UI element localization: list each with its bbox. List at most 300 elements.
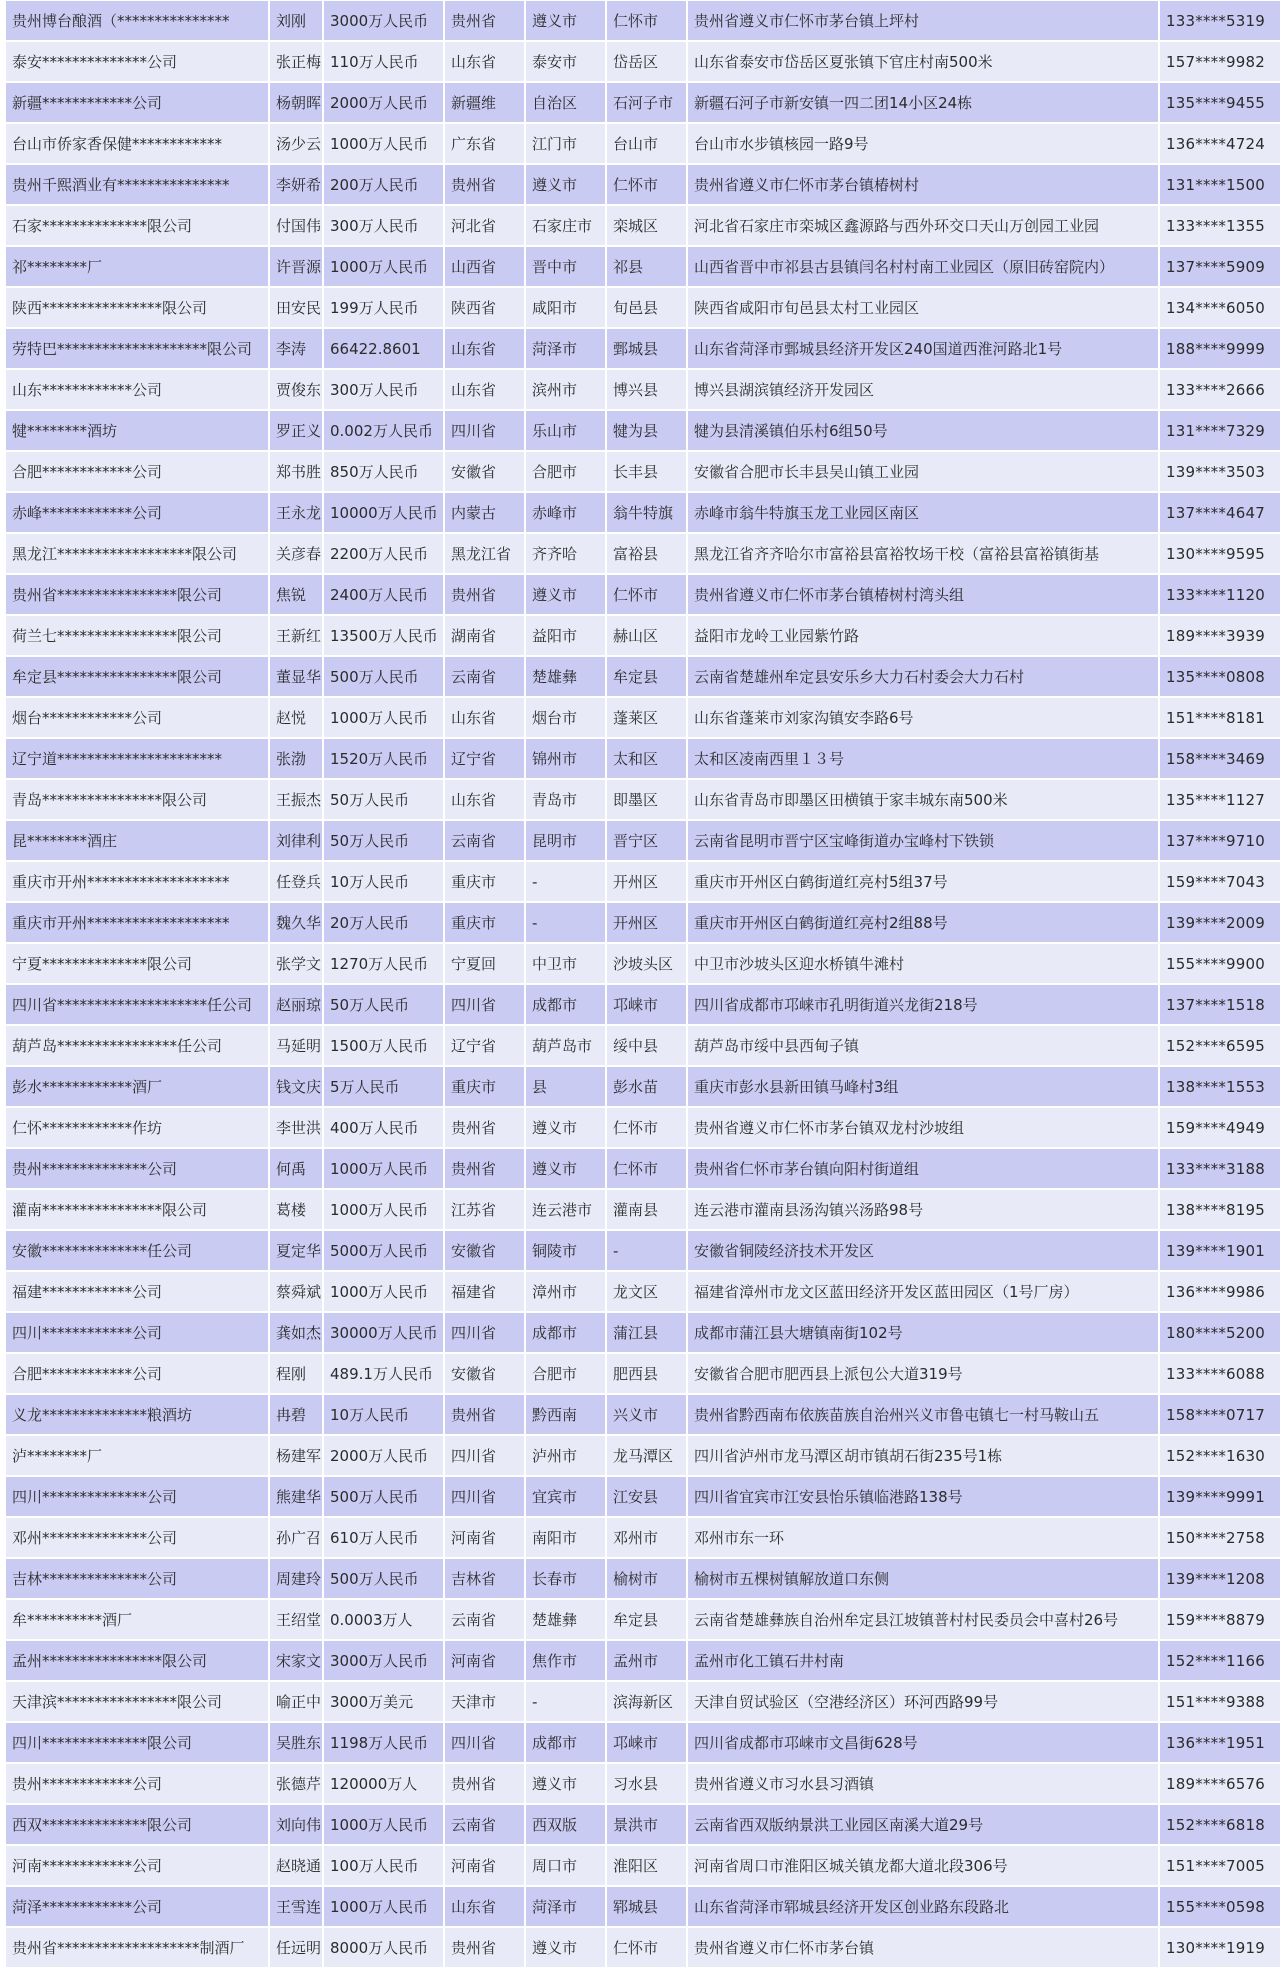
company-name-cell: 安徽**************任公司 (6, 1230, 268, 1271)
company-name-cell: 邓州**************公司 (6, 1517, 268, 1558)
company-name-cell: 天津滨****************限公司 (6, 1681, 268, 1722)
province-cell: 贵州省 (445, 1107, 524, 1148)
city-cell: 菏泽市 (526, 1886, 605, 1927)
address-cell: 榆树市五棵树镇解放道口东侧 (688, 1558, 1158, 1599)
district-cell: 龙马潭区 (607, 1435, 686, 1476)
city-cell: 黔西南 (526, 1394, 605, 1435)
district-cell: 富裕县 (607, 533, 686, 574)
capital-cell: 30000万人民币 (324, 1312, 443, 1353)
table-row (6, 1066, 1280, 1107)
legal-person-cell: 葛楼 (270, 1189, 322, 1230)
address-cell: 太和区凌南西里１３号 (688, 738, 1158, 779)
phone-cell: 137****4647 (1160, 492, 1280, 533)
legal-person-cell: 郑书胜 (270, 451, 322, 492)
legal-person-cell: 许晋源 (270, 246, 322, 287)
legal-person-cell: 王振杰 (270, 779, 322, 820)
district-cell: 绥中县 (607, 1025, 686, 1066)
company-name-cell: 劳特巴********************限公司 (6, 328, 268, 369)
phone-cell: 133****2666 (1160, 369, 1280, 410)
phone-cell: 180****5200 (1160, 1312, 1280, 1353)
phone-cell: 131****7329 (1160, 410, 1280, 451)
city-cell: 菏泽市 (526, 328, 605, 369)
table-row (6, 1517, 1280, 1558)
capital-cell: 1000万人民币 (324, 1886, 443, 1927)
district-cell: 岱岳区 (607, 41, 686, 82)
capital-cell: 1000万人民币 (324, 697, 443, 738)
address-cell: 山东省菏泽市鄄城县经济开发区240国道西淮河路北1号 (688, 328, 1158, 369)
address-cell: 陕西省咸阳市旬邑县太村工业园区 (688, 287, 1158, 328)
province-cell: 天津市 (445, 1681, 524, 1722)
district-cell: 仁怀市 (607, 1107, 686, 1148)
legal-person-cell: 王新红 (270, 615, 322, 656)
table-row (6, 574, 1280, 615)
district-cell: 晋宁区 (607, 820, 686, 861)
district-cell: 赫山区 (607, 615, 686, 656)
province-cell: 辽宁省 (445, 738, 524, 779)
phone-cell: 130****9595 (1160, 533, 1280, 574)
province-cell: 贵州省 (445, 0, 524, 41)
city-cell: 咸阳市 (526, 287, 605, 328)
city-cell: 滨州市 (526, 369, 605, 410)
address-cell: 葫芦岛市绥中县西甸子镇 (688, 1025, 1158, 1066)
capital-cell: 199万人民币 (324, 287, 443, 328)
table-row (6, 1435, 1280, 1476)
legal-person-cell: 喻正中 (270, 1681, 322, 1722)
province-cell: 安徽省 (445, 1353, 524, 1394)
district-cell: 仁怀市 (607, 1927, 686, 1968)
city-cell: 成都市 (526, 984, 605, 1025)
capital-cell: 200万人民币 (324, 164, 443, 205)
address-cell: 福建省漳州市龙文区蓝田经济开发区蓝田园区（1号厂房） (688, 1271, 1158, 1312)
address-cell: 安徽省铜陵经济技术开发区 (688, 1230, 1158, 1271)
district-cell: 开州区 (607, 861, 686, 902)
legal-person-cell: 何禹 (270, 1148, 322, 1189)
address-cell: 孟州市化工镇石井村南 (688, 1640, 1158, 1681)
company-name-cell: 贵州**************公司 (6, 1148, 268, 1189)
legal-person-cell: 孙广召 (270, 1517, 322, 1558)
legal-person-cell: 田安民 (270, 287, 322, 328)
table-row (6, 1107, 1280, 1148)
address-cell: 云南省楚雄彝族自治州牟定县江坡镇普村村民委员会中喜村26号 (688, 1599, 1158, 1640)
table-row (6, 943, 1280, 984)
district-cell: 开州区 (607, 902, 686, 943)
capital-cell: 300万人民币 (324, 369, 443, 410)
capital-cell: 300万人民币 (324, 205, 443, 246)
city-cell: 成都市 (526, 1722, 605, 1763)
legal-person-cell: 杨建军 (270, 1435, 322, 1476)
company-name-cell: 仁怀************作坊 (6, 1107, 268, 1148)
province-cell: 新疆维 (445, 82, 524, 123)
address-cell: 云南省西双版纳景洪工业园区南溪大道29号 (688, 1804, 1158, 1845)
address-cell: 重庆市开州区白鹤街道红亮村2组88号 (688, 902, 1158, 943)
capital-cell: 50万人民币 (324, 779, 443, 820)
district-cell: 兴义市 (607, 1394, 686, 1435)
address-cell: 山东省蓬莱市刘家沟镇安李路6号 (688, 697, 1158, 738)
capital-cell: 110万人民币 (324, 41, 443, 82)
phone-cell: 137****9710 (1160, 820, 1280, 861)
city-cell: 宜宾市 (526, 1476, 605, 1517)
table-row (6, 1927, 1280, 1968)
phone-cell: 157****9982 (1160, 41, 1280, 82)
company-name-cell: 青岛****************限公司 (6, 779, 268, 820)
legal-person-cell: 李涛 (270, 328, 322, 369)
phone-cell: 152****1166 (1160, 1640, 1280, 1681)
legal-person-cell: 李世洪 (270, 1107, 322, 1148)
legal-person-cell: 刘律利 (270, 820, 322, 861)
district-cell: 长丰县 (607, 451, 686, 492)
address-cell: 天津自贸试验区（空港经济区）环河西路99号 (688, 1681, 1158, 1722)
phone-cell: 133****1120 (1160, 574, 1280, 615)
address-cell: 山西省晋中市祁县古县镇闫名村村南工业园区（原旧砖窑院内） (688, 246, 1158, 287)
legal-person-cell: 赵丽琼 (270, 984, 322, 1025)
company-name-cell: 陕西****************限公司 (6, 287, 268, 328)
capital-cell: 0.0003万人 (324, 1599, 443, 1640)
phone-cell: 151****8181 (1160, 697, 1280, 738)
province-cell: 山东省 (445, 328, 524, 369)
table-row (6, 82, 1280, 123)
district-cell: 牟定县 (607, 1599, 686, 1640)
district-cell: 淮阳区 (607, 1845, 686, 1886)
company-name-cell: 烟台************公司 (6, 697, 268, 738)
district-cell: 仁怀市 (607, 0, 686, 41)
province-cell: 山东省 (445, 1886, 524, 1927)
province-cell: 云南省 (445, 656, 524, 697)
district-cell: 邓州市 (607, 1517, 686, 1558)
province-cell: 安徽省 (445, 451, 524, 492)
district-cell: 景洪市 (607, 1804, 686, 1845)
legal-person-cell: 宋家文 (270, 1640, 322, 1681)
city-cell: 自治区 (526, 82, 605, 123)
table-row (6, 328, 1280, 369)
table-row (6, 902, 1280, 943)
province-cell: 重庆市 (445, 861, 524, 902)
legal-person-cell: 刘向伟 (270, 1804, 322, 1845)
address-cell: 贵州省黔西南布依族苗族自治州兴义市鲁屯镇七一村马鞍山五 (688, 1394, 1158, 1435)
city-cell: 益阳市 (526, 615, 605, 656)
capital-cell: 10万人民币 (324, 861, 443, 902)
company-table (4, 0, 1280, 1968)
province-cell: 贵州省 (445, 1394, 524, 1435)
province-cell: 黑龙江省 (445, 533, 524, 574)
city-cell: 晋中市 (526, 246, 605, 287)
province-cell: 山西省 (445, 246, 524, 287)
legal-person-cell: 蔡舜斌 (270, 1271, 322, 1312)
city-cell: 中卫市 (526, 943, 605, 984)
table-row (6, 1230, 1280, 1271)
capital-cell: 2400万人民币 (324, 574, 443, 615)
capital-cell: 1000万人民币 (324, 246, 443, 287)
phone-cell: 151****7005 (1160, 1845, 1280, 1886)
district-cell: 栾城区 (607, 205, 686, 246)
capital-cell: 489.1万人民币 (324, 1353, 443, 1394)
district-cell: 仁怀市 (607, 574, 686, 615)
legal-person-cell: 王永龙 (270, 492, 322, 533)
company-name-cell: 辽宁道********************** (6, 738, 268, 779)
table-row (6, 1476, 1280, 1517)
table-row (6, 287, 1280, 328)
legal-person-cell: 钱文庆 (270, 1066, 322, 1107)
table-row (6, 697, 1280, 738)
district-cell: 灌南县 (607, 1189, 686, 1230)
legal-person-cell: 赵晓通 (270, 1845, 322, 1886)
legal-person-cell: 吴胜东 (270, 1722, 322, 1763)
table-row (6, 820, 1280, 861)
legal-person-cell: 王绍堂 (270, 1599, 322, 1640)
capital-cell: 500万人民币 (324, 1558, 443, 1599)
company-name-cell: 合肥************公司 (6, 1353, 268, 1394)
city-cell: 石家庄市 (526, 205, 605, 246)
address-cell: 新疆石河子市新安镇一四二团14小区24栋 (688, 82, 1158, 123)
phone-cell: 151****9388 (1160, 1681, 1280, 1722)
legal-person-cell: 汤少云 (270, 123, 322, 164)
district-cell: 台山市 (607, 123, 686, 164)
province-cell: 福建省 (445, 1271, 524, 1312)
city-cell: 南阳市 (526, 1517, 605, 1558)
address-cell: 台山市水步镇核园一路9号 (688, 123, 1158, 164)
district-cell: 旬邑县 (607, 287, 686, 328)
phone-cell: 150****2758 (1160, 1517, 1280, 1558)
phone-cell: 155****0598 (1160, 1886, 1280, 1927)
province-cell: 贵州省 (445, 1763, 524, 1804)
province-cell: 云南省 (445, 1599, 524, 1640)
phone-cell: 134****6050 (1160, 287, 1280, 328)
district-cell: 彭水苗 (607, 1066, 686, 1107)
table-row (6, 492, 1280, 533)
company-name-cell: 新疆************公司 (6, 82, 268, 123)
city-cell: 楚雄彝 (526, 656, 605, 697)
city-cell: 江门市 (526, 123, 605, 164)
capital-cell: 1500万人民币 (324, 1025, 443, 1066)
phone-cell: 139****1208 (1160, 1558, 1280, 1599)
address-cell: 博兴县湖滨镇经济开发园区 (688, 369, 1158, 410)
legal-person-cell: 张学文 (270, 943, 322, 984)
capital-cell: 1000万人民币 (324, 1804, 443, 1845)
province-cell: 云南省 (445, 1804, 524, 1845)
legal-person-cell: 董显华 (270, 656, 322, 697)
phone-cell: 136****4724 (1160, 123, 1280, 164)
table-row (6, 1640, 1280, 1681)
phone-cell: 133****1355 (1160, 205, 1280, 246)
table-row (6, 1722, 1280, 1763)
capital-cell: 120000万人 (324, 1763, 443, 1804)
legal-person-cell: 杨朝晖 (270, 82, 322, 123)
address-cell: 山东省泰安市岱岳区夏张镇下官庄村南500米 (688, 41, 1158, 82)
district-cell: 郓城县 (607, 1886, 686, 1927)
table-row (6, 1271, 1280, 1312)
company-name-cell: 赤峰************公司 (6, 492, 268, 533)
city-cell: 连云港市 (526, 1189, 605, 1230)
capital-cell: 2000万人民币 (324, 82, 443, 123)
capital-cell: 2200万人民币 (324, 533, 443, 574)
phone-cell: 152****6595 (1160, 1025, 1280, 1066)
district-cell: 孟州市 (607, 1640, 686, 1681)
capital-cell: 1000万人民币 (324, 1271, 443, 1312)
address-cell: 贵州省遵义市仁怀市茅台镇双龙村沙坡组 (688, 1107, 1158, 1148)
company-name-cell: 牟定县****************限公司 (6, 656, 268, 697)
province-cell: 重庆市 (445, 1066, 524, 1107)
province-cell: 四川省 (445, 1722, 524, 1763)
address-cell: 重庆市彭水县新田镇马峰村3组 (688, 1066, 1158, 1107)
table-row (6, 41, 1280, 82)
province-cell: 贵州省 (445, 164, 524, 205)
province-cell: 四川省 (445, 984, 524, 1025)
table-row (6, 205, 1280, 246)
phone-cell: 155****9900 (1160, 943, 1280, 984)
district-cell: 鄄城县 (607, 328, 686, 369)
phone-cell: 135****9455 (1160, 82, 1280, 123)
district-cell: 太和区 (607, 738, 686, 779)
province-cell: 河北省 (445, 205, 524, 246)
table-row (6, 164, 1280, 205)
province-cell: 河南省 (445, 1845, 524, 1886)
province-cell: 河南省 (445, 1517, 524, 1558)
phone-cell: 133****3188 (1160, 1148, 1280, 1189)
legal-person-cell: 张德芹 (270, 1763, 322, 1804)
company-name-cell: 荷兰七****************限公司 (6, 615, 268, 656)
table-row (6, 1189, 1280, 1230)
phone-cell: 189****3939 (1160, 615, 1280, 656)
table-row (6, 1845, 1280, 1886)
district-cell: 仁怀市 (607, 164, 686, 205)
address-cell: 邓州市东一环 (688, 1517, 1158, 1558)
address-cell: 连云港市灌南县汤沟镇兴汤路98号 (688, 1189, 1158, 1230)
company-name-cell: 昆********酒庄 (6, 820, 268, 861)
province-cell: 四川省 (445, 1476, 524, 1517)
phone-cell: 133****5319 (1160, 0, 1280, 41)
province-cell: 贵州省 (445, 1927, 524, 1968)
district-cell: 祁县 (607, 246, 686, 287)
capital-cell: 1520万人民币 (324, 738, 443, 779)
address-cell: 贵州省遵义市仁怀市茅台镇椿树村湾头组 (688, 574, 1158, 615)
city-cell: 合肥市 (526, 451, 605, 492)
legal-person-cell: 罗正义 (270, 410, 322, 451)
legal-person-cell: 任登兵 (270, 861, 322, 902)
address-cell: 山东省菏泽市郓城县经济开发区创业路东段路北 (688, 1886, 1158, 1927)
phone-cell: 133****6088 (1160, 1353, 1280, 1394)
table-row (6, 738, 1280, 779)
capital-cell: 1000万人民币 (324, 1148, 443, 1189)
province-cell: 宁夏回 (445, 943, 524, 984)
province-cell: 山东省 (445, 369, 524, 410)
district-cell: 习水县 (607, 1763, 686, 1804)
phone-cell: 136****1951 (1160, 1722, 1280, 1763)
address-cell: 安徽省合肥市长丰县吴山镇工业园 (688, 451, 1158, 492)
company-name-cell: 西双**************限公司 (6, 1804, 268, 1845)
province-cell: 内蒙古 (445, 492, 524, 533)
district-cell: 滨海新区 (607, 1681, 686, 1722)
legal-person-cell: 刘刚 (270, 0, 322, 41)
district-cell: 蒲江县 (607, 1312, 686, 1353)
company-name-cell: 四川**************限公司 (6, 1722, 268, 1763)
address-cell: 四川省泸州市龙马潭区胡市镇胡石街235号1栋 (688, 1435, 1158, 1476)
province-cell: 江苏省 (445, 1189, 524, 1230)
company-name-cell: 台山市侨家香保健************ (6, 123, 268, 164)
province-cell: 山东省 (445, 41, 524, 82)
phone-cell: 139****1901 (1160, 1230, 1280, 1271)
table-row (6, 451, 1280, 492)
phone-cell: 138****1553 (1160, 1066, 1280, 1107)
province-cell: 山东省 (445, 697, 524, 738)
district-cell: 翁牛特旗 (607, 492, 686, 533)
phone-cell: 158****0717 (1160, 1394, 1280, 1435)
legal-person-cell: 关彦春 (270, 533, 322, 574)
capital-cell: 20万人民币 (324, 902, 443, 943)
address-cell: 贵州省遵义市习水县习酒镇 (688, 1763, 1158, 1804)
company-name-cell: 孟州****************限公司 (6, 1640, 268, 1681)
address-cell: 四川省成都市邛崃市文昌街628号 (688, 1722, 1158, 1763)
capital-cell: 5万人民币 (324, 1066, 443, 1107)
city-cell: 泸州市 (526, 1435, 605, 1476)
phone-cell: 158****3469 (1160, 738, 1280, 779)
table-row (6, 0, 1280, 41)
table-row (6, 615, 1280, 656)
company-name-cell: 黑龙江******************限公司 (6, 533, 268, 574)
district-cell: 榆树市 (607, 1558, 686, 1599)
phone-cell: 138****8195 (1160, 1189, 1280, 1230)
table-row (6, 1025, 1280, 1066)
city-cell: 周口市 (526, 1845, 605, 1886)
table-row (6, 1599, 1280, 1640)
city-cell: 昆明市 (526, 820, 605, 861)
district-cell: 肥西县 (607, 1353, 686, 1394)
province-cell: 广东省 (445, 123, 524, 164)
address-cell: 贵州省遵义市仁怀市茅台镇椿树村 (688, 164, 1158, 205)
company-name-cell: 重庆市开州******************* (6, 861, 268, 902)
legal-person-cell: 付国伟 (270, 205, 322, 246)
company-name-cell: 彭水************酒厂 (6, 1066, 268, 1107)
phone-cell: 159****8879 (1160, 1599, 1280, 1640)
address-cell: 云南省楚雄州牟定县安乐乡大力石村委会大力石村 (688, 656, 1158, 697)
address-cell: 山东省青岛市即墨区田横镇于家丰城东南500米 (688, 779, 1158, 820)
district-cell: 龙文区 (607, 1271, 686, 1312)
phone-cell: 159****4949 (1160, 1107, 1280, 1148)
district-cell: 邛崃市 (607, 984, 686, 1025)
city-cell: 合肥市 (526, 1353, 605, 1394)
company-name-cell: 四川省********************任公司 (6, 984, 268, 1025)
capital-cell: 850万人民币 (324, 451, 443, 492)
city-cell: - (526, 1681, 605, 1722)
province-cell: 吉林省 (445, 1558, 524, 1599)
province-cell: 安徽省 (445, 1230, 524, 1271)
legal-person-cell: 王雪连 (270, 1886, 322, 1927)
district-cell: 邛崃市 (607, 1722, 686, 1763)
district-cell: 沙坡头区 (607, 943, 686, 984)
table-row (6, 1353, 1280, 1394)
table-row (6, 1148, 1280, 1189)
district-cell: 即墨区 (607, 779, 686, 820)
province-cell: 贵州省 (445, 574, 524, 615)
table-body (6, 0, 1280, 1968)
table-row (6, 533, 1280, 574)
legal-person-cell: 马延明 (270, 1025, 322, 1066)
city-cell: 长春市 (526, 1558, 605, 1599)
legal-person-cell: 李妍希 (270, 164, 322, 205)
district-cell: 仁怀市 (607, 1148, 686, 1189)
city-cell: 遵义市 (526, 1763, 605, 1804)
phone-cell: 152****6818 (1160, 1804, 1280, 1845)
table-row (6, 1681, 1280, 1722)
capital-cell: 50万人民币 (324, 984, 443, 1025)
phone-cell: 139****9991 (1160, 1476, 1280, 1517)
table-row (6, 1886, 1280, 1927)
capital-cell: 100万人民币 (324, 1845, 443, 1886)
company-name-cell: 泰安**************公司 (6, 41, 268, 82)
legal-person-cell: 程刚 (270, 1353, 322, 1394)
phone-cell: 137****1518 (1160, 984, 1280, 1025)
capital-cell: 50万人民币 (324, 820, 443, 861)
capital-cell: 10000万人民币 (324, 492, 443, 533)
company-name-cell: 山东************公司 (6, 369, 268, 410)
